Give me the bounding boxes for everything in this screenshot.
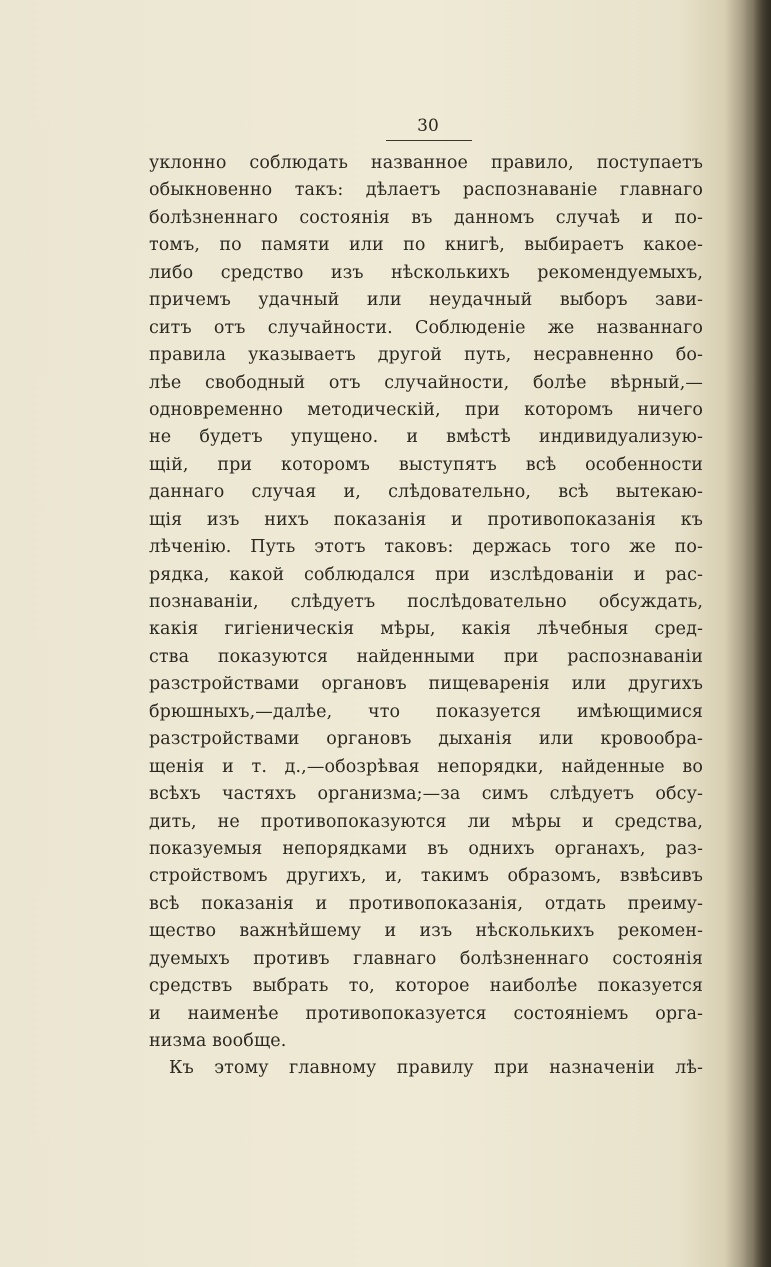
text-line: дить, не противопоказуются ли мѣры и средства, (149, 811, 703, 832)
body-text (149, 150, 703, 1083)
text-line: рядка, какой соблюдался при изслѣдованiи и рас- (149, 564, 703, 585)
text-line: даннаго случая и, слѣдовательно, всѣ вытекаю- (149, 482, 703, 503)
text-line: щество важнѣйшему и изъ нѣсколькихъ рекомен- (149, 921, 703, 942)
text-line: лѣе свободный отъ случайности, болѣе вѣрный,— (149, 372, 703, 393)
text-line: разстройствами органовъ пищеваренiя или другихъ (149, 674, 703, 695)
text-line: показуемыя непорядками въ однихъ органахъ, раз- (149, 838, 703, 859)
text-line: ситъ отъ случайности. Соблюденiе же названнаго (149, 317, 703, 338)
text-line: всѣ показанiя и противопоказанiя, отдать преиму- (149, 893, 703, 914)
text-line: Къ этому главному правилу при назначенiи лѣ- (169, 1058, 703, 1079)
text-line: стройствомъ другихъ, и, такимъ образомъ, взвѣсивъ (149, 866, 703, 887)
text-line: познаванiи, слѣдуетъ послѣдовательно обсуждать, (149, 592, 703, 612)
text-line: какiя гигiеническiя мѣры, какiя лѣчебныя сред- (149, 619, 703, 640)
text-line: обыкновенно такъ: дѣлаетъ распознаванiе главнаго (149, 180, 703, 201)
page-number: 30 (417, 116, 439, 136)
text-line: не будетъ упущено. и вмѣстѣ индивидуализую- (149, 427, 703, 448)
text-line: щенiя и т. д.,—обозрѣвая непорядки, найденные во (149, 756, 703, 777)
text-line: уклонно соблюдать названное правило, поступаетъ (149, 153, 703, 173)
text-line: либо средство изъ нѣсколькихъ рекомендуемыхъ, (149, 262, 703, 283)
text-line: причемъ удачный или неудачный выборъ зави- (149, 290, 703, 311)
page-number-rule (386, 140, 472, 141)
text-line: одновременно методическiй, при которомъ ничего (149, 399, 703, 420)
text-line: томъ, по памяти или по книгѣ, выбираетъ какое- (149, 235, 703, 256)
text-line: разстройствами органовъ дыханiя или кровообра- (149, 729, 703, 750)
text-line: и наименѣе противопоказуется состоянiемъ орга- (149, 1003, 703, 1024)
text-line: болѣзненнаго состоянiя въ данномъ случаѣ и по- (149, 207, 703, 228)
text-line: брюшныхъ,—далѣе, что показуется имѣющимися (149, 701, 703, 722)
text-line: щiй, при которомъ выступятъ всѣ особенности (149, 454, 703, 475)
text-line: щiя изъ нихъ показанiя и противопоказанiя къ (149, 509, 703, 530)
text-line: низма вообще. (149, 1031, 287, 1051)
book-spine-shadow (743, 0, 771, 1267)
text-line: лѣченiю. Путь этотъ таковъ: держась того же по- (149, 537, 703, 558)
text-line: дуемыхъ противъ главнаго болѣзненнаго состоянiя (149, 948, 703, 969)
text-line: ства показуются найденными при распознаванiи (149, 646, 703, 667)
text-line: правила указываетъ другой путь, несравненно бо- (149, 345, 703, 366)
text-line: средствъ выбрать то, которое наиболѣе показуется (149, 976, 703, 997)
text-line: всѣхъ частяхъ организма;—за симъ слѣдуетъ обсу- (149, 784, 703, 805)
